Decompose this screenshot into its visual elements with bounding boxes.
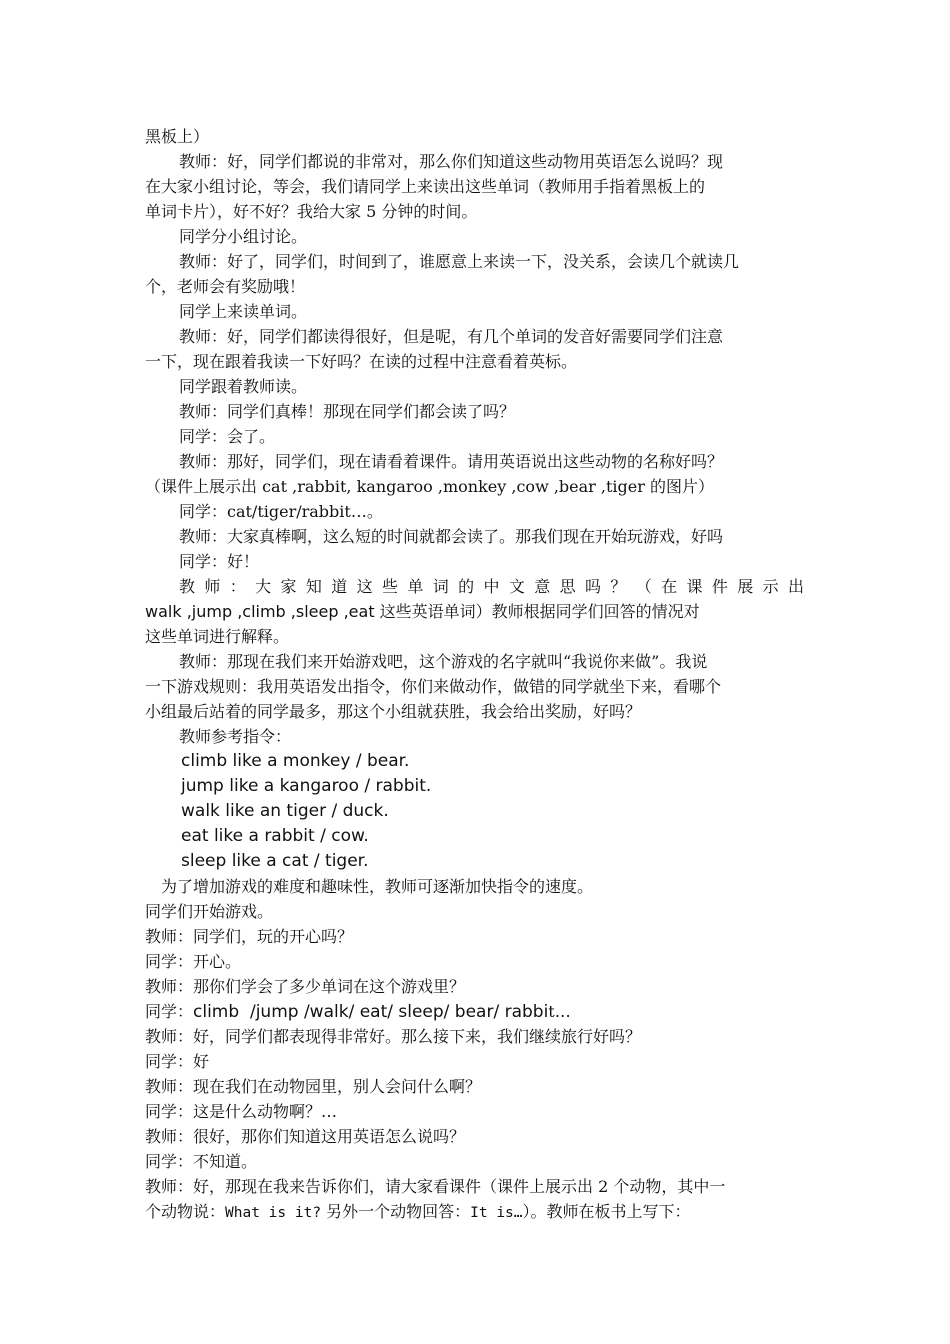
text-line: 同学跟着教师读。 [179,377,308,396]
text-line: 教师：好，那现在我来告诉你们，请大家看课件（课件上展示出 2 个动物，其中一 [145,1177,726,1196]
text-line: 个，老师会有奖励哦！ [145,277,306,296]
text-line: 教师：好，同学们都表现得非常好。那么接下来，我们继续旅行好吗？ [145,1027,642,1046]
text-line: 教师：那现在我们来开始游戏吧，这个游戏的名字就叫“我说你来做”。我说 [179,652,708,671]
text-line: 同学：不知道。 [145,1152,258,1171]
text-line: 教师：同学们，玩的开心吗？ [145,927,354,946]
text-segment: 另外一个动物回答： [321,1202,471,1221]
text-line: 一下，现在跟着我读一下好吗？在读的过程中注意看着英标。 [145,352,578,371]
text-line: 教师：大家知道这些单词的中文意思吗？（在课件展示出 [179,577,810,596]
text-line [145,1199,810,1224]
text-segment: 个动物说： [145,1202,226,1221]
text-line: 教师：好，同学们都读得很好，但是呢，有几个单词的发音好需要同学们注意 [179,327,724,346]
text-line: 同学上来读单词。 [179,302,308,321]
word-list: climb /jump /walk/ eat/ sleep/ bear/ rabbi [193,1002,549,1022]
text-line: 教师：那好，同学们，现在请看着课件。请用英语说出这些动物的名称好吗？ [179,452,724,471]
text-line: 教师：大家真棒啊，这么短的时间就都会读了。那我们现在开始玩游戏，好吗 [179,527,724,546]
text-line: 同学：cat/tiger/rabbit…。 [179,502,383,521]
instruction-line: climb like a monkey / bear. [181,751,410,771]
english-question: What is it? [225,1205,322,1221]
speaker-label: 同学： [145,1002,194,1021]
text-line: 为了增加游戏的难度和趣味性，教师可逐渐加快指令的速度。 [161,877,594,896]
text-line: 这些单词进行解释。 [145,627,290,646]
instruction-line: jump like a kangaroo / rabbit. [181,776,432,796]
text-line: 同学分小组讨论。 [179,227,308,246]
text-line: 教师：很好，那你们知道这用英语怎么说吗？ [145,1127,466,1146]
ellipsis-text: t… [548,1002,571,1021]
text-line: 教师：好了，同学们，时间到了，谁愿意上来读一下，没关系，会读几个就读几 [179,252,740,271]
text-line [145,999,810,1024]
document-page [145,124,810,1224]
text-line: 教师：现在我们在动物园里，别人会问什么啊？ [145,1077,482,1096]
text-line: walk ,jump ,climb ,sleep ,eat 这些英语单词）教师根据同学们回答的情况对 [145,602,700,621]
text-line: 一下游戏规则：我用英语发出指令，你们来做动作，做错的同学就坐下来，看哪个 [145,677,722,696]
text-line: 教师参考指令： [179,727,292,746]
text-line: 教师：好，同学们都说的非常对，那么你们知道这些动物用英语怎么说吗？现 [179,152,724,171]
text-line: 教师：同学们真棒！那现在同学们都会读了吗？ [179,402,516,421]
text-line: 黑板上） [145,127,210,146]
text-line: 同学们开始游戏。 [145,902,274,921]
text-line: 同学：好！ [179,552,260,571]
text-line: 小组最后站着的同学最多，那这个小组就获胜，我会给出奖励，好吗？ [145,702,642,721]
text-line: 同学：开心。 [145,952,242,971]
text-line: 同学：这是什么动物啊？… [145,1102,338,1121]
text-line: 同学：会了。 [179,427,276,446]
instruction-line: sleep like a cat / tiger. [181,851,369,871]
instruction-line: eat like a rabbit / cow. [181,826,369,846]
text-line: 教师：那你们学会了多少单词在这个游戏里？ [145,977,466,996]
text-segment: ）。教师在板书上写下： [522,1202,691,1221]
text-line: 在大家小组讨论，等会，我们请同学上来读出这些单词（教师用手指着黑板上的 [145,177,706,196]
text-line: 单词卡片），好不好？我给大家 5 分钟的时间。 [145,202,478,221]
instruction-line: walk like an tiger / duck. [181,801,389,821]
english-answer: It is… [470,1205,523,1221]
text-line: （课件上展示出 cat ,rabbit, kangaroo ,monkey ,cow ,bear ,tiger 的图片） [145,477,714,496]
text-line: 同学：好 [145,1052,210,1071]
